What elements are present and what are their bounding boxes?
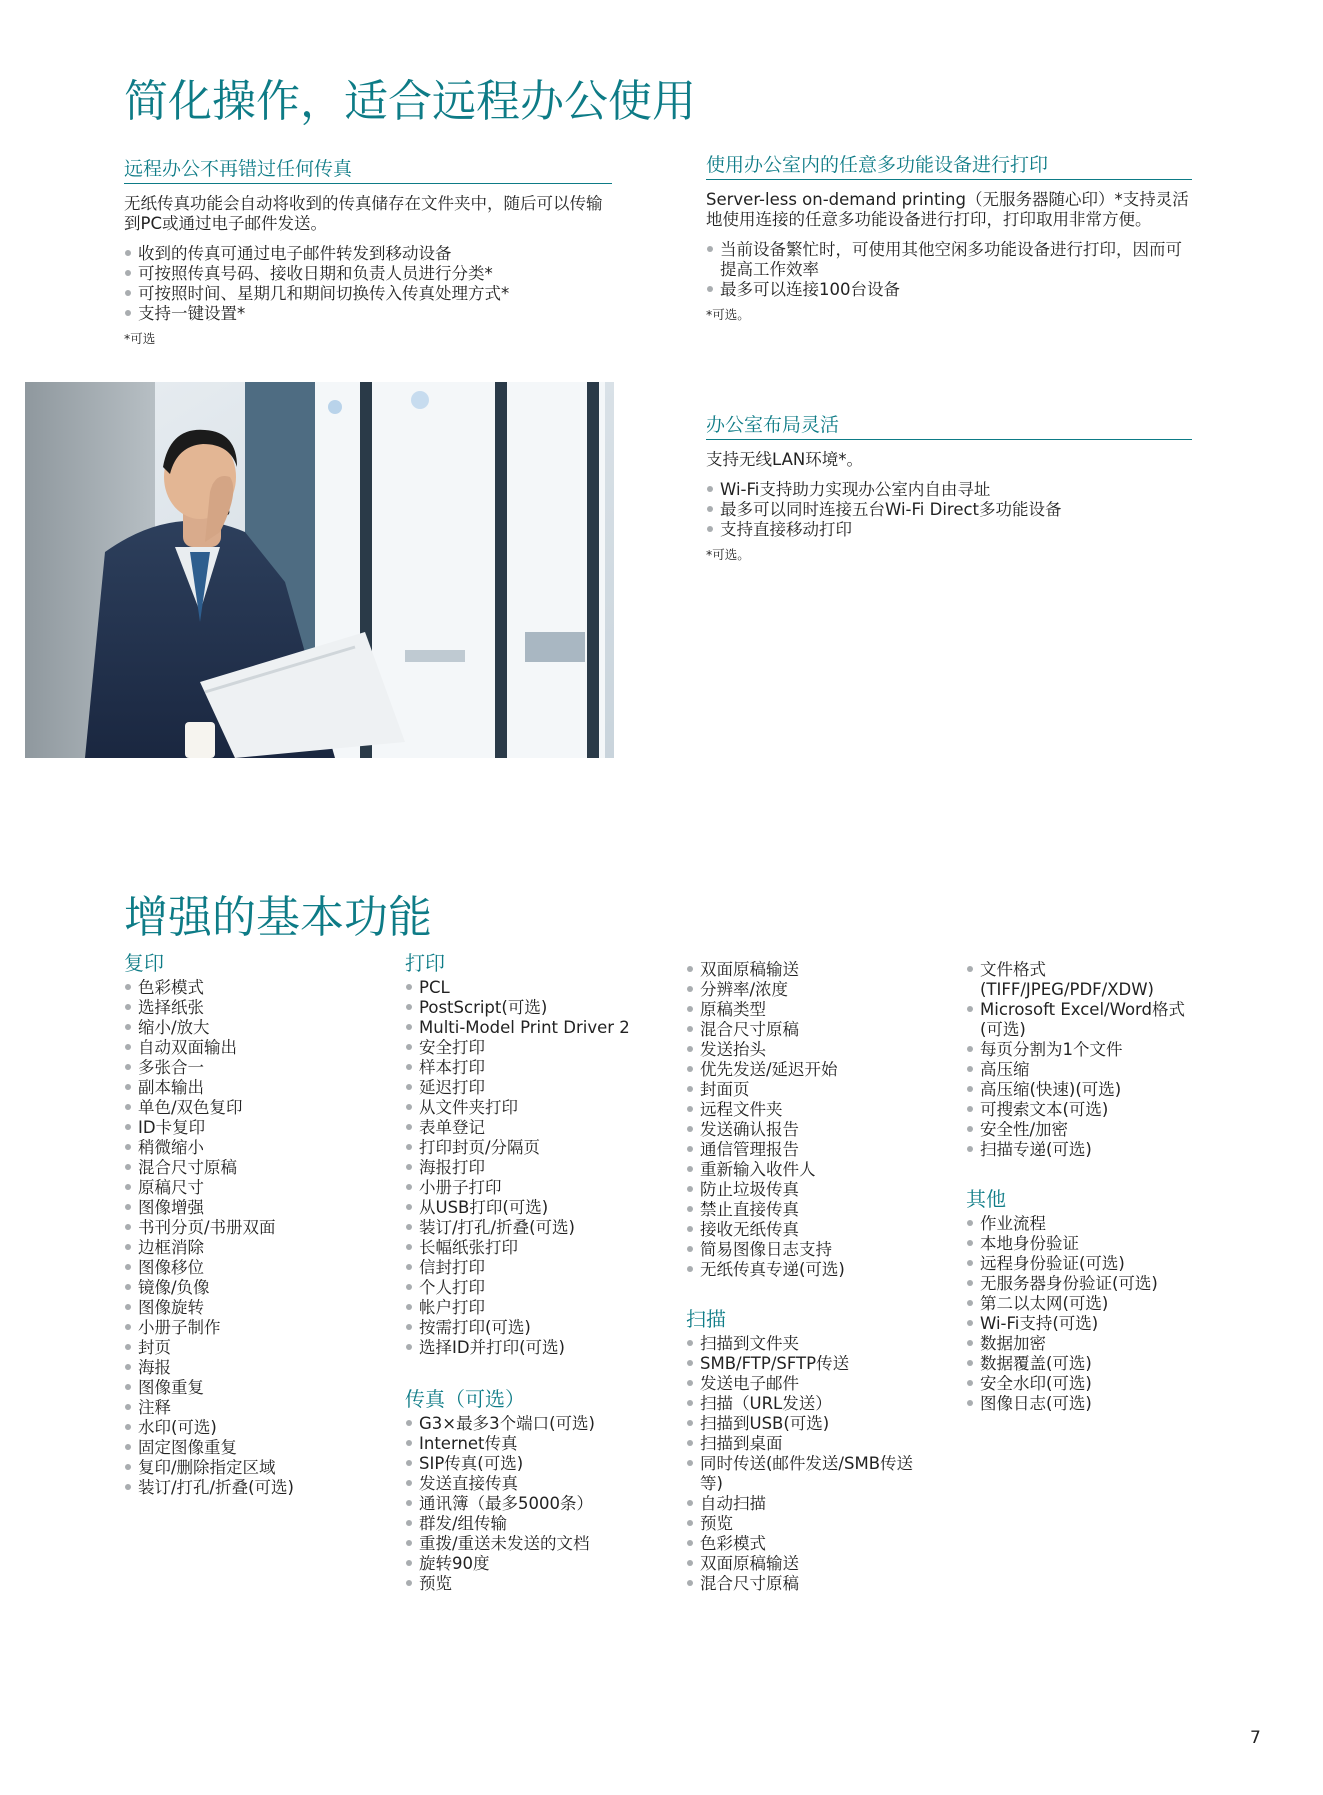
list-item: 缩小/放大 bbox=[124, 1018, 384, 1038]
list-item: 禁止直接传真 bbox=[686, 1200, 948, 1220]
list-item: 从USB打印(可选) bbox=[405, 1198, 670, 1218]
list-item: 帐户打印 bbox=[405, 1298, 670, 1318]
list-item: PCL bbox=[405, 978, 670, 998]
list-item: 本地身份验证 bbox=[966, 1234, 1196, 1254]
list-item: 注释 bbox=[124, 1398, 384, 1418]
list-item: Wi-Fi支持助力实现办公室内自由寻址 bbox=[706, 480, 1192, 500]
list-item: 无纸传真专递(可选) bbox=[686, 1260, 948, 1280]
list-item: 同时传送(邮件发送/SMB传送等) bbox=[686, 1454, 915, 1494]
list-item: 可按照时间、星期几和期间切换传入传真处理方式* bbox=[124, 284, 612, 304]
list-item: 支持一键设置* bbox=[124, 304, 612, 324]
list-item: 表单登记 bbox=[405, 1118, 670, 1138]
bullet-list bbox=[124, 244, 612, 324]
list-item: 小册子制作 bbox=[124, 1318, 384, 1338]
list-item: 多张合一 bbox=[124, 1058, 384, 1078]
list-item: PostScript(可选) bbox=[405, 998, 670, 1018]
list-item: 远程身份验证(可选) bbox=[966, 1254, 1196, 1274]
list-item: 发送直接传真 bbox=[405, 1474, 670, 1494]
footnote: *可选。 bbox=[706, 547, 750, 562]
list-item: 小册子打印 bbox=[405, 1178, 670, 1198]
list-item: 从文件夹打印 bbox=[405, 1098, 670, 1118]
list-item: 群发/组传输 bbox=[405, 1514, 670, 1534]
list-item: 每页分割为1个文件 bbox=[966, 1040, 1196, 1060]
list-item: 边框消除 bbox=[124, 1238, 384, 1258]
section-desc: Server-less on-demand printing（无服务器随心印）*支持灵活地使用连接的任意多功能设备进行打印，打印取用非常方便。 bbox=[706, 190, 1189, 229]
list-item: 可按照传真号码、接收日期和负责人员进行分类* bbox=[124, 264, 612, 284]
section-any-device bbox=[706, 152, 1192, 324]
column-heading-copy: 复印 bbox=[124, 951, 164, 975]
column-heading-print: 打印 bbox=[405, 951, 445, 975]
feature-list-other bbox=[966, 1214, 1196, 1414]
list-item: 副本输出 bbox=[124, 1078, 384, 1098]
feature-list-scan-continued bbox=[966, 960, 1196, 1160]
list-item: 安全性/加密 bbox=[966, 1120, 1196, 1140]
list-item: 打印封页/分隔页 bbox=[405, 1138, 670, 1158]
list-item: 可搜索文本(可选) bbox=[966, 1100, 1196, 1120]
list-item: 个人打印 bbox=[405, 1278, 670, 1298]
list-item: 发送确认报告 bbox=[686, 1120, 948, 1140]
list-item: Multi-Model Print Driver 2 bbox=[405, 1018, 670, 1038]
list-item: 原稿尺寸 bbox=[124, 1178, 384, 1198]
list-item: 高压缩(快速)(可选) bbox=[966, 1080, 1196, 1100]
list-item: 镜像/负像 bbox=[124, 1278, 384, 1298]
list-item: Internet传真 bbox=[405, 1434, 670, 1454]
list-item: 安全打印 bbox=[405, 1038, 670, 1058]
list-item: SMB/FTP/SFTP传送 bbox=[686, 1354, 948, 1374]
list-item: 简易图像日志支持 bbox=[686, 1240, 948, 1260]
section-remote-fax bbox=[124, 156, 612, 348]
list-item: 稍微缩小 bbox=[124, 1138, 384, 1158]
footnote: *可选 bbox=[124, 331, 156, 346]
list-item: 图像增强 bbox=[124, 1198, 384, 1218]
feature-list-fax-continued bbox=[686, 960, 948, 1280]
list-item: 当前设备繁忙时，可使用其他空闲多功能设备进行打印，因而可提高工作效率 bbox=[706, 240, 1192, 280]
list-item: 图像移位 bbox=[124, 1258, 384, 1278]
spacer bbox=[966, 1160, 1196, 1186]
list-item: 防止垃圾传真 bbox=[686, 1180, 948, 1200]
list-item: 预览 bbox=[405, 1574, 670, 1594]
bullet-list bbox=[706, 240, 1192, 300]
list-item: 分辨率/浓度 bbox=[686, 980, 948, 1000]
list-item: 原稿类型 bbox=[686, 1000, 948, 1020]
list-item: 选择纸张 bbox=[124, 998, 384, 1018]
list-item: 高压缩 bbox=[966, 1060, 1196, 1080]
list-item: 图像日志(可选) bbox=[966, 1394, 1196, 1414]
list-item: 延迟打印 bbox=[405, 1078, 670, 1098]
list-item: 海报 bbox=[124, 1358, 384, 1378]
list-item: 自动双面输出 bbox=[124, 1038, 384, 1058]
list-item: 最多可以同时连接五台Wi-Fi Direct多功能设备 bbox=[706, 500, 1192, 520]
list-item: 书刊分页/书册双面 bbox=[124, 1218, 384, 1238]
list-item: 远程文件夹 bbox=[686, 1100, 948, 1120]
list-item: 预览 bbox=[686, 1514, 948, 1534]
list-item: 选择ID并打印(可选) bbox=[405, 1338, 670, 1358]
businessman-photo bbox=[25, 382, 614, 758]
list-item: 扫描到桌面 bbox=[686, 1434, 948, 1454]
list-item: 混合尺寸原稿 bbox=[686, 1574, 948, 1594]
list-item: 水印(可选) bbox=[124, 1418, 384, 1438]
section-title: 使用办公室内的任意多功能设备进行打印 bbox=[706, 152, 1192, 180]
feature-list-copy bbox=[124, 978, 384, 1498]
list-item: 色彩模式 bbox=[124, 978, 384, 998]
column-heading-other: 其他 bbox=[966, 1187, 1006, 1211]
list-item: 双面原稿输送 bbox=[686, 960, 948, 980]
list-item: 重拨/重送未发送的文档 bbox=[405, 1534, 670, 1554]
list-item: 重新输入收件人 bbox=[686, 1160, 948, 1180]
list-item: Microsoft Excel/Word格式(可选) bbox=[966, 1000, 1185, 1040]
list-item: 扫描到文件夹 bbox=[686, 1334, 948, 1354]
list-item: 装订/打孔/折叠(可选) bbox=[405, 1218, 670, 1238]
list-item: 封面页 bbox=[686, 1080, 948, 1100]
list-item: 固定图像重复 bbox=[124, 1438, 384, 1458]
section-desc: 无纸传真功能会自动将收到的传真储存在文件夹中，随后可以传输到PC或通过电子邮件发送。 bbox=[124, 194, 603, 233]
list-item: ID卡复印 bbox=[124, 1118, 384, 1138]
list-item: 扫描（URL发送） bbox=[686, 1394, 948, 1414]
list-item: 最多可以连接100台设备 bbox=[706, 280, 1192, 300]
list-item: 复印/删除指定区域 bbox=[124, 1458, 384, 1478]
column-fax-scan bbox=[686, 960, 948, 1594]
list-item: 发送电子邮件 bbox=[686, 1374, 948, 1394]
feature-list-fax bbox=[405, 1414, 670, 1594]
page-number: 7 bbox=[1250, 1728, 1261, 1748]
column-print-fax bbox=[405, 950, 670, 1594]
list-item: 混合尺寸原稿 bbox=[686, 1020, 948, 1040]
page-title: 简化操作，适合远程办公使用 bbox=[124, 76, 696, 127]
list-item: 单色/双色复印 bbox=[124, 1098, 384, 1118]
list-item: 文件格式(TIFF/JPEG/PDF/XDW) bbox=[966, 960, 1200, 1000]
list-item: 图像重复 bbox=[124, 1378, 384, 1398]
list-item: 双面原稿输送 bbox=[686, 1554, 948, 1574]
list-item: 封页 bbox=[124, 1338, 384, 1358]
list-item: SIP传真(可选) bbox=[405, 1454, 670, 1474]
list-item: 数据覆盖(可选) bbox=[966, 1354, 1196, 1374]
list-item: 收到的传真可通过电子邮件转发到移动设备 bbox=[124, 244, 612, 264]
list-item: 长幅纸张打印 bbox=[405, 1238, 670, 1258]
list-item: Wi-Fi支持(可选) bbox=[966, 1314, 1196, 1334]
spacer bbox=[686, 1280, 948, 1306]
list-item: 色彩模式 bbox=[686, 1534, 948, 1554]
list-item: 接收无纸传真 bbox=[686, 1220, 948, 1240]
list-item: 旋转90度 bbox=[405, 1554, 670, 1574]
column-scan-other bbox=[966, 960, 1196, 1414]
list-item: 信封打印 bbox=[405, 1258, 670, 1278]
list-item: 发送抬头 bbox=[686, 1040, 948, 1060]
feature-list-print bbox=[405, 978, 670, 1358]
list-item: 数据加密 bbox=[966, 1334, 1196, 1354]
list-item: 通信管理报告 bbox=[686, 1140, 948, 1160]
section-title: 远程办公不再错过任何传真 bbox=[124, 156, 612, 184]
column-copy bbox=[124, 950, 384, 1498]
list-item: 支持直接移动打印 bbox=[706, 520, 1192, 540]
section-title: 办公室布局灵活 bbox=[706, 412, 1192, 440]
features-title: 增强的基本功能 bbox=[124, 892, 432, 943]
list-item: 装订/打孔/折叠(可选) bbox=[124, 1478, 384, 1498]
list-item: 自动扫描 bbox=[686, 1494, 948, 1514]
list-item: 样本打印 bbox=[405, 1058, 670, 1078]
spacer bbox=[405, 1358, 670, 1386]
bullet-list bbox=[706, 480, 1192, 540]
section-desc: 支持无线LAN环境*。 bbox=[706, 450, 863, 469]
list-item: 第二以太网(可选) bbox=[966, 1294, 1196, 1314]
feature-list-scan bbox=[686, 1334, 948, 1594]
list-item: 混合尺寸原稿 bbox=[124, 1158, 384, 1178]
list-item: 作业流程 bbox=[966, 1214, 1196, 1234]
list-item: G3×最多3个端口(可选) bbox=[405, 1414, 670, 1434]
list-item: 扫描到USB(可选) bbox=[686, 1414, 948, 1434]
list-item: 扫描专递(可选) bbox=[966, 1140, 1196, 1160]
list-item: 安全水印(可选) bbox=[966, 1374, 1196, 1394]
list-item: 海报打印 bbox=[405, 1158, 670, 1178]
column-heading-scan: 扫描 bbox=[686, 1307, 726, 1331]
list-item: 图像旋转 bbox=[124, 1298, 384, 1318]
footnote: *可选。 bbox=[706, 307, 750, 322]
list-item: 无服务器身份验证(可选) bbox=[966, 1274, 1196, 1294]
list-item: 按需打印(可选) bbox=[405, 1318, 670, 1338]
list-item: 优先发送/延迟开始 bbox=[686, 1060, 948, 1080]
section-flexible-layout bbox=[706, 412, 1192, 564]
column-heading-fax: 传真（可选） bbox=[405, 1387, 525, 1411]
photo-illustration bbox=[25, 382, 614, 758]
list-item: 通讯簿（最多5000条） bbox=[405, 1494, 670, 1514]
